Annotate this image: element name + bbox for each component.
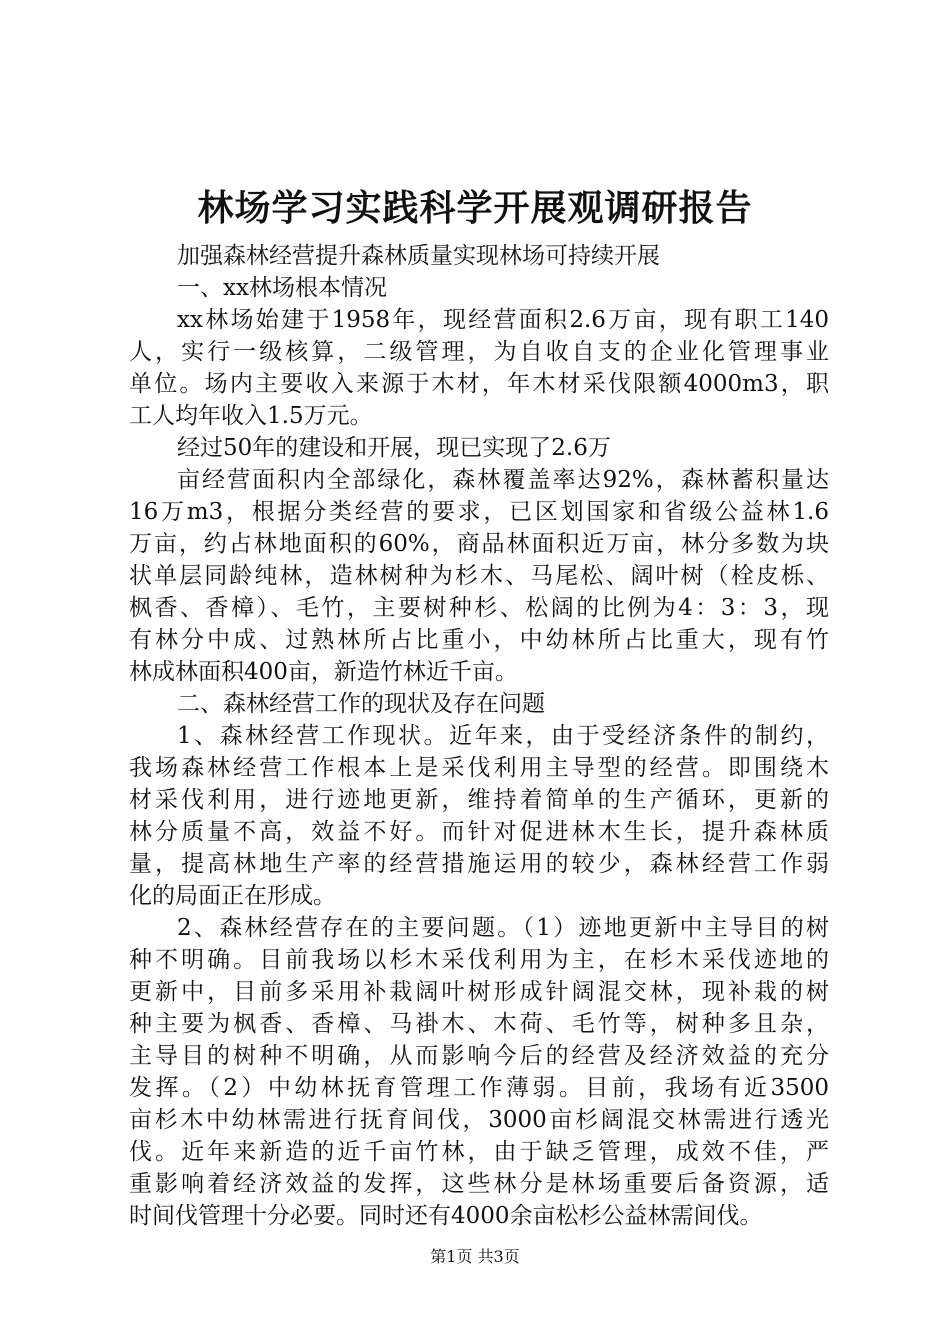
text-line: 二、森林经营工作的现状及存在问题 bbox=[177, 691, 545, 717]
text-line: 经过50年的建设和开展，现已实现了2.6万 bbox=[177, 435, 611, 461]
text-line: 主导目的树种不明确，从而影响今后的经营及经济效益的充分 bbox=[129, 1043, 829, 1069]
text-line: 状单层同龄纯林，造林树种为杉木、马尾松、阔叶树（栓皮栎、 bbox=[129, 563, 829, 589]
text-line: 化的局面正在形成。 bbox=[129, 883, 336, 909]
text-line: 单位。场内主要收入来源于木材，年木材采伐限额4000m3，职 bbox=[129, 371, 829, 397]
text-line: 16万m3，根据分类经营的要求，已区划国家和省级公益林1.6 bbox=[129, 499, 829, 525]
text-line: 2、森林经营存在的主要问题。（1）迹地更新中主导目的树 bbox=[177, 915, 829, 941]
text-line: 万亩，约占林地面积的60%，商品林面积近万亩，林分多数为块 bbox=[129, 531, 829, 557]
text-line: 种主要为枫香、香樟、马褂木、木荷、毛竹等，树种多且杂， bbox=[129, 1011, 829, 1037]
text-line: 枫香、香樟）、毛竹，主要树种杉、松阔的比例为4：3：3，现 bbox=[129, 595, 829, 621]
text-line: 一、xx林场根本情况 bbox=[177, 275, 387, 301]
text-line: 林成林面积400亩，新造竹林近千亩。 bbox=[129, 659, 518, 685]
text-line: 时间伐管理十分必要。同时还有4000余亩松杉公益林需间伐。 bbox=[129, 1203, 763, 1229]
text-line: 林分质量不高，效益不好。而针对促进林木生长，提升森林质 bbox=[129, 819, 829, 845]
text-line: 1、森林经营工作现状。近年来，由于受经济条件的制约， bbox=[177, 723, 829, 749]
text-line: 加强森林经营提升森林质量实现林场可持续开展 bbox=[177, 243, 660, 269]
text-line: 工人均年收入1.5万元。 bbox=[129, 403, 373, 429]
page-footer: 第1页 共3页 bbox=[430, 1247, 520, 1266]
text-line: xx林场始建于1958年，现经营面积2.6万亩，现有职工140 bbox=[177, 307, 829, 333]
text-line: 亩杉木中幼林需进行抚育间伐，3000亩杉阔混交林需进行透光 bbox=[129, 1107, 829, 1133]
text-line: 更新中，目前多采用补栽阔叶树形成针阔混交林，现补栽的树 bbox=[129, 979, 829, 1005]
document-body bbox=[129, 240, 829, 1232]
text-line: 人，实行一级核算，二级管理，为自收自支的企业化管理事业 bbox=[129, 339, 829, 365]
text-line: 发挥。（2）中幼林抚育管理工作薄弱。目前，我场有近3500 bbox=[129, 1075, 829, 1101]
text-line: 伐。近年来新造的近千亩竹林，由于缺乏管理，成效不佳，严 bbox=[129, 1139, 829, 1165]
text-line: 有林分中成、过熟林所占比重小，中幼林所占比重大，现有竹 bbox=[129, 627, 829, 653]
text-line: 亩经营面积内全部绿化，森林覆盖率达92%，森林蓄积量达 bbox=[177, 467, 829, 493]
text-line: 材采伐利用，进行迹地更新，维持着简单的生产循环，更新的 bbox=[129, 787, 829, 813]
text-line: 我场森林经营工作根本上是采伐利用主导型的经营。即围绕木 bbox=[129, 755, 829, 781]
text-line: 量，提高林地生产率的经营措施运用的较少，森林经营工作弱 bbox=[129, 851, 829, 877]
document-title: 林场学习实践科学开展观调研报告 bbox=[197, 187, 753, 229]
text-line: 种不明确。目前我场以杉木采伐利用为主，在杉木采伐迹地的 bbox=[129, 947, 829, 973]
text-line: 重影响着经济效益的发挥，这些林分是林场重要后备资源，适 bbox=[129, 1171, 829, 1197]
